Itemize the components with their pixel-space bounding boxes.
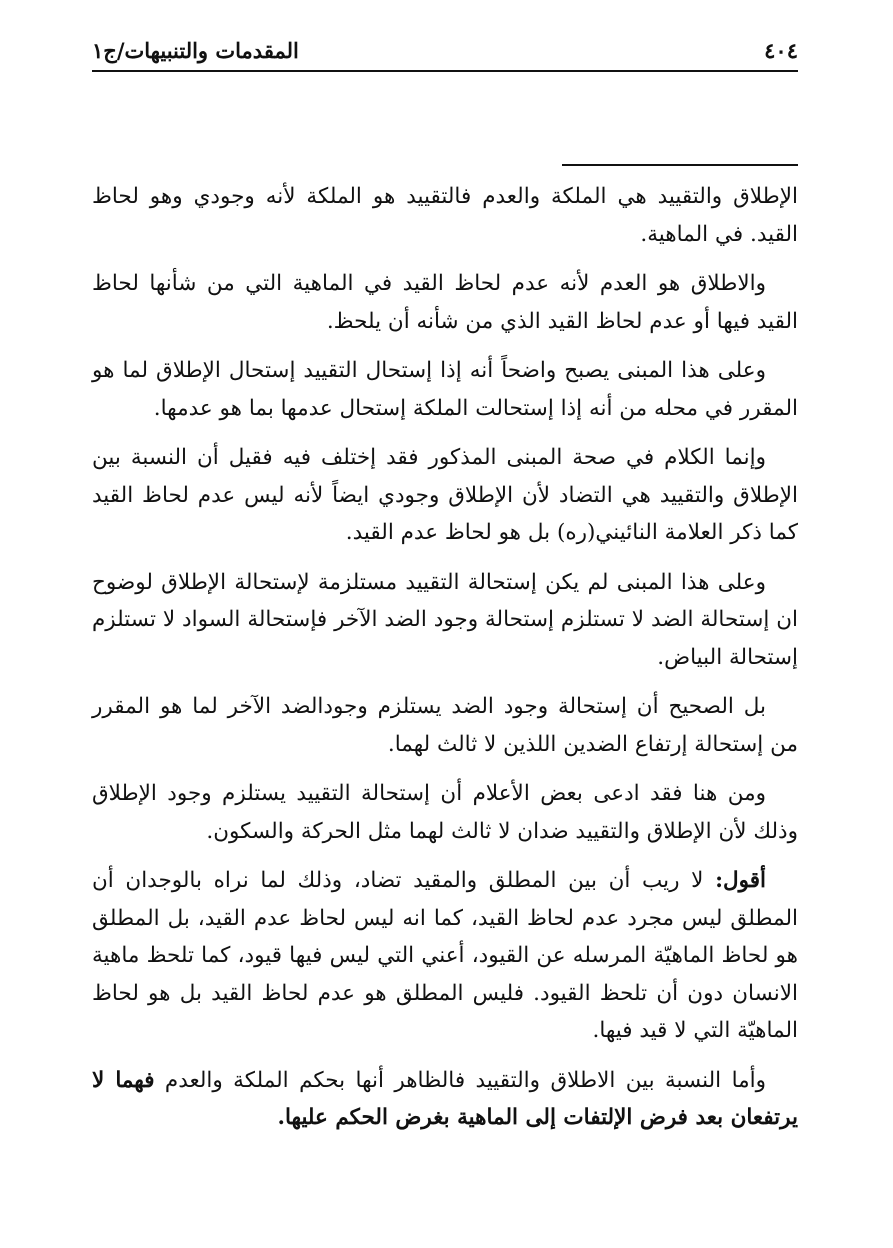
paragraph-5: وعلى هذا المبنى لم يكن إستحالة التقييد مستلزمة لإستحالة الإطلاق لوضوح ان إستحالة الضد لا تستلزم إستحالة وجود الضد الآخر فإستحالة السواد لا تستلزم إستحالة البياض. bbox=[92, 569, 798, 670]
paragraph-6: بل الصحيح أن إستحالة وجود الضد يستلزم وجودالضد الآخر لما هو المقرر من إستحالة إرتفاع الضدين اللذين لا ثالث لهما. bbox=[92, 694, 798, 757]
footnote-divider bbox=[562, 164, 798, 166]
page-header bbox=[92, 30, 798, 70]
aqulu-lead: أقول: bbox=[715, 868, 766, 893]
last-paragraph-line2: فهما لا يرتفعان بعد فرض الإلتفات إلى الماهية بغرض الحكم عليها. bbox=[92, 1067, 798, 1130]
paragraph-aqulu bbox=[92, 862, 798, 1050]
paragraph-3: وعلى هذا المبنى يصبح واضحاً أنه إذا إستحال التقييد إستحال الإطلاق لما هو المقرر في محله من أنه إذا إستحالت الملكة إستحال عدمها بما هو عدمها. bbox=[92, 358, 798, 421]
page-number: ٤٠٤ bbox=[764, 37, 798, 63]
body-text bbox=[92, 178, 798, 1149]
aqulu-text: لا ريب أن بين المطلق والمقيد تضاد، وذلك لما نراه بالوجدان أن المطلق ليس مجرد عدم لحاظ القيد، كما انه ليس لحاظ عدم القيد، بل المطلق هو لحاظ الماهيّة المرسله عن القيود، أعني التي ليس فيها قيود، كما تلحظ ماهية الانسان دون أن تلحظ القيود. فليس المطلق هو عدم لحاظ القيد بل هو لحاظ الماهيّة التي لا قيد فيها. bbox=[92, 868, 798, 1043]
paragraph-7: ومن هنا فقد ادعى بعض الأعلام أن إستحالة التقييد يستلزم وجود الإطلاق وذلك لأن الإطلاق والتقييد ضدان لا ثالث لهما مثل الحركة والسكون. bbox=[92, 781, 798, 844]
paragraph-last bbox=[92, 1062, 798, 1137]
last-paragraph-line1: وأما النسبة بين الاطلاق والتقييد فالظاهر أنها بحكم الملكة والعدم bbox=[164, 1067, 766, 1093]
header-divider bbox=[92, 70, 798, 72]
paragraph-4: وإنما الكلام في صحة المبنى المذكور فقد إختلف فيه فقيل أن النسبة بين الإطلاق والتقييد هي التضاد لأن الإطلاق وجودي ايضاً لأنه ليس عدم لحاظ القيد كما ذكر العلامة النائيني(ره) بل هو لحاظ عدم القيد. bbox=[92, 445, 798, 545]
paragraph-2: والاطلاق هو العدم لأنه عدم لحاظ القيد في الماهية التي من شأنها لحاظ القيد فيها أو عدم لحاظ القيد الذي من شأنه أن يلحظ. bbox=[92, 271, 798, 334]
paragraph-1: الإطلاق والتقييد هي الملكة والعدم فالتقييد هو الملكة لأنه وجودي وهو لحاظ القيد. في الماهية. bbox=[92, 184, 798, 247]
book-title: المقدمات والتنبيهات/ج١ bbox=[92, 37, 299, 63]
